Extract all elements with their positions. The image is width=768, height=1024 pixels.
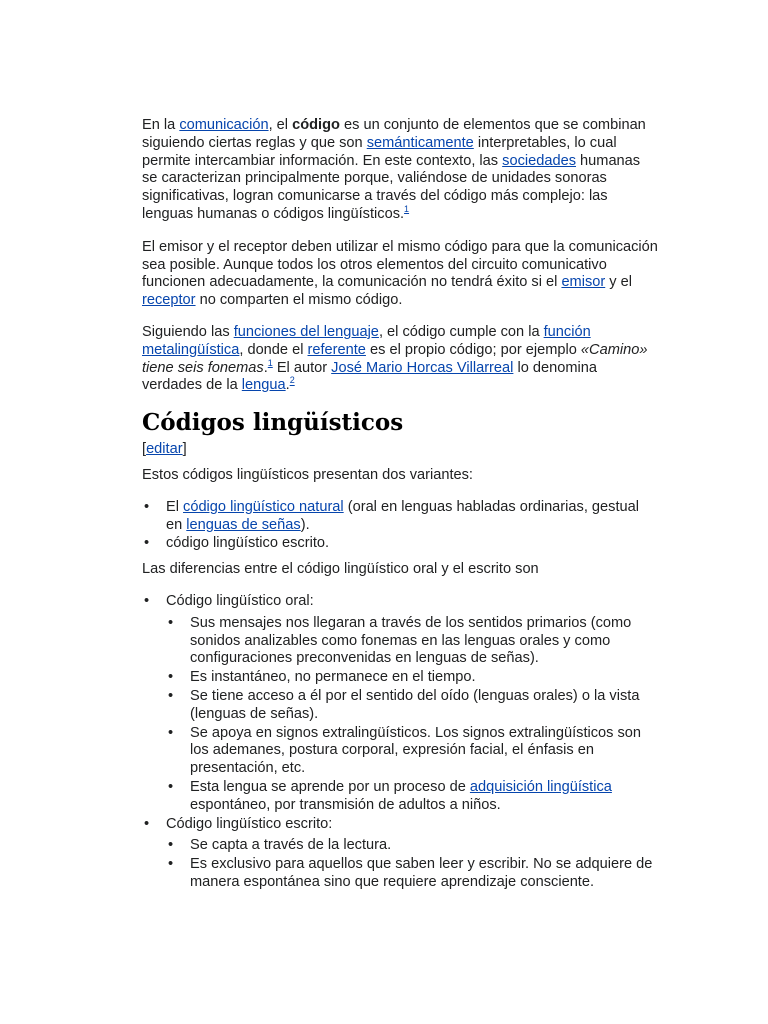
list-item: • Se apoya en signos extralingüísticos. Los signos extralingüísticos son los ademanes, postura corporal, expresión facial, el énfasis en presentación, etc. [190,725,658,778]
bracket-close: ] [182,441,187,458]
intro-paragraph-3 [142,324,658,395]
link-emisor[interactable]: emisor [561,274,606,291]
reference-2-link[interactable]: 2 [289,375,295,386]
bold-term-codigo: código [292,117,340,133]
list-item: • Sus mensajes nos llegaran a través de los sentidos primarios (como sonidos analizables como fonemas en las lenguas orales y como configuraciones preconvenidas en lenguas de señas). [190,615,658,668]
section-heading: Códigos lingüísticos [142,409,404,437]
text-run: , donde el [239,341,308,358]
bracket-open: [ [142,441,147,458]
list-item-written-code: • código lingüístico escrito. [166,535,658,553]
text-run: , el código cumple con la [378,323,544,340]
list-item: • Es exclusivo para aquellos que saben leer y escribir. No se adquiere de manera espontánea sino que requiere aprendizaje consciente. [190,856,658,892]
text-run: ). [300,516,310,533]
text-run: no comparten el mismo código. [195,292,403,309]
text-run: humanas se caracterizan principalmente porque, valiéndose de unidades sonoras significativas, logran comunicarse a través del código más complejo: las lenguas humanas o códigos lingüísticos. [142,152,641,222]
variants-intro: Estos códigos lingüísticos presentan dos variantes: [142,466,473,483]
italic-example: «Camino» tiene seis fonemas [142,341,648,376]
link-funcion-metalinguistica[interactable]: función metalingüística [142,323,591,358]
intro-paragraph-2 [142,239,658,310]
text-run: , el [268,117,293,133]
text-run: lo denomina verdades de la [142,359,597,394]
intro-paragraph-1 [142,117,658,224]
written-code-sublist [166,837,658,891]
written-code-label: Código lingüístico escrito: [166,815,333,832]
link-jose-mario-horcas-villarreal[interactable]: José Mario Horcas Villarreal [331,359,514,376]
text-run: interpretables, lo cual permite intercambiar información. En este contexto, las [142,134,617,169]
edit-section [142,441,658,459]
text-run: es un conjunto de elementos que se combinan siguiendo ciertas reglas y que son [142,117,646,151]
list-item [190,779,658,815]
oral-code-label: Código lingüístico oral: [166,592,314,609]
text-run: El autor [272,359,332,376]
text-run: El emisor y el receptor deben utilizar el mismo código para que la comunicación sea posible. Aunque todos los otros elementos del circuito comunicativo funcionen adecuadamente, la comunicación no tendrá éxito si el [142,238,658,291]
link-codigo-linguistico-natural[interactable]: código lingüístico natural [183,498,344,515]
list-item-natural-code [166,499,658,535]
edit-link[interactable]: editar [146,441,183,458]
link-receptor[interactable]: receptor [142,292,196,309]
text-run: En la [142,117,180,133]
text-run: y el [605,274,632,291]
link-lengua[interactable]: lengua [241,377,286,394]
link-sociedades[interactable]: sociedades [502,152,576,169]
oral-code-sublist [166,615,658,815]
differences-intro: Las diferencias entre el código lingüístico oral y el escrito son [142,561,539,578]
reference-1-link[interactable]: 1 [267,357,273,368]
variants-list [142,499,658,553]
link-adquisicion-linguistica[interactable]: adquisición lingüística [469,778,612,795]
text-run: (oral en lenguas habladas ordinarias, gestual en [166,498,639,533]
link-lenguas-de-senas[interactable]: lenguas de señas [186,516,301,533]
list-item: • Se tiene acceso a él por el sentido del oído (lenguas orales) o la vista (lenguas de señas). [190,688,658,724]
article-body [142,117,658,900]
text-run: . [263,359,268,376]
list-item-oral-code [166,593,658,815]
list-item-written-code-details [166,816,658,892]
text-run: . [285,377,290,394]
text-run: Esta lengua se aprende por un proceso de [190,778,470,795]
differences-list [142,593,658,892]
link-funciones-del-lenguaje[interactable]: funciones del lenguaje [233,323,379,340]
list-item: • Es instantáneo, no permanece en el tiempo. [190,669,658,687]
text-run: Siguiendo las [142,323,234,340]
link-semanticamente[interactable]: semánticamente [366,134,474,151]
link-referente[interactable]: referente [307,341,366,358]
reference-1-link[interactable]: 1 [404,204,410,215]
link-comunicacion[interactable]: comunicación [179,117,269,133]
text-run: El [166,498,184,515]
text-run: es el propio código; por ejemplo [365,341,581,358]
list-item: • Se capta a través de la lectura. [190,837,658,855]
text-run: espontáneo, por transmisión de adultos a niños. [190,796,501,813]
